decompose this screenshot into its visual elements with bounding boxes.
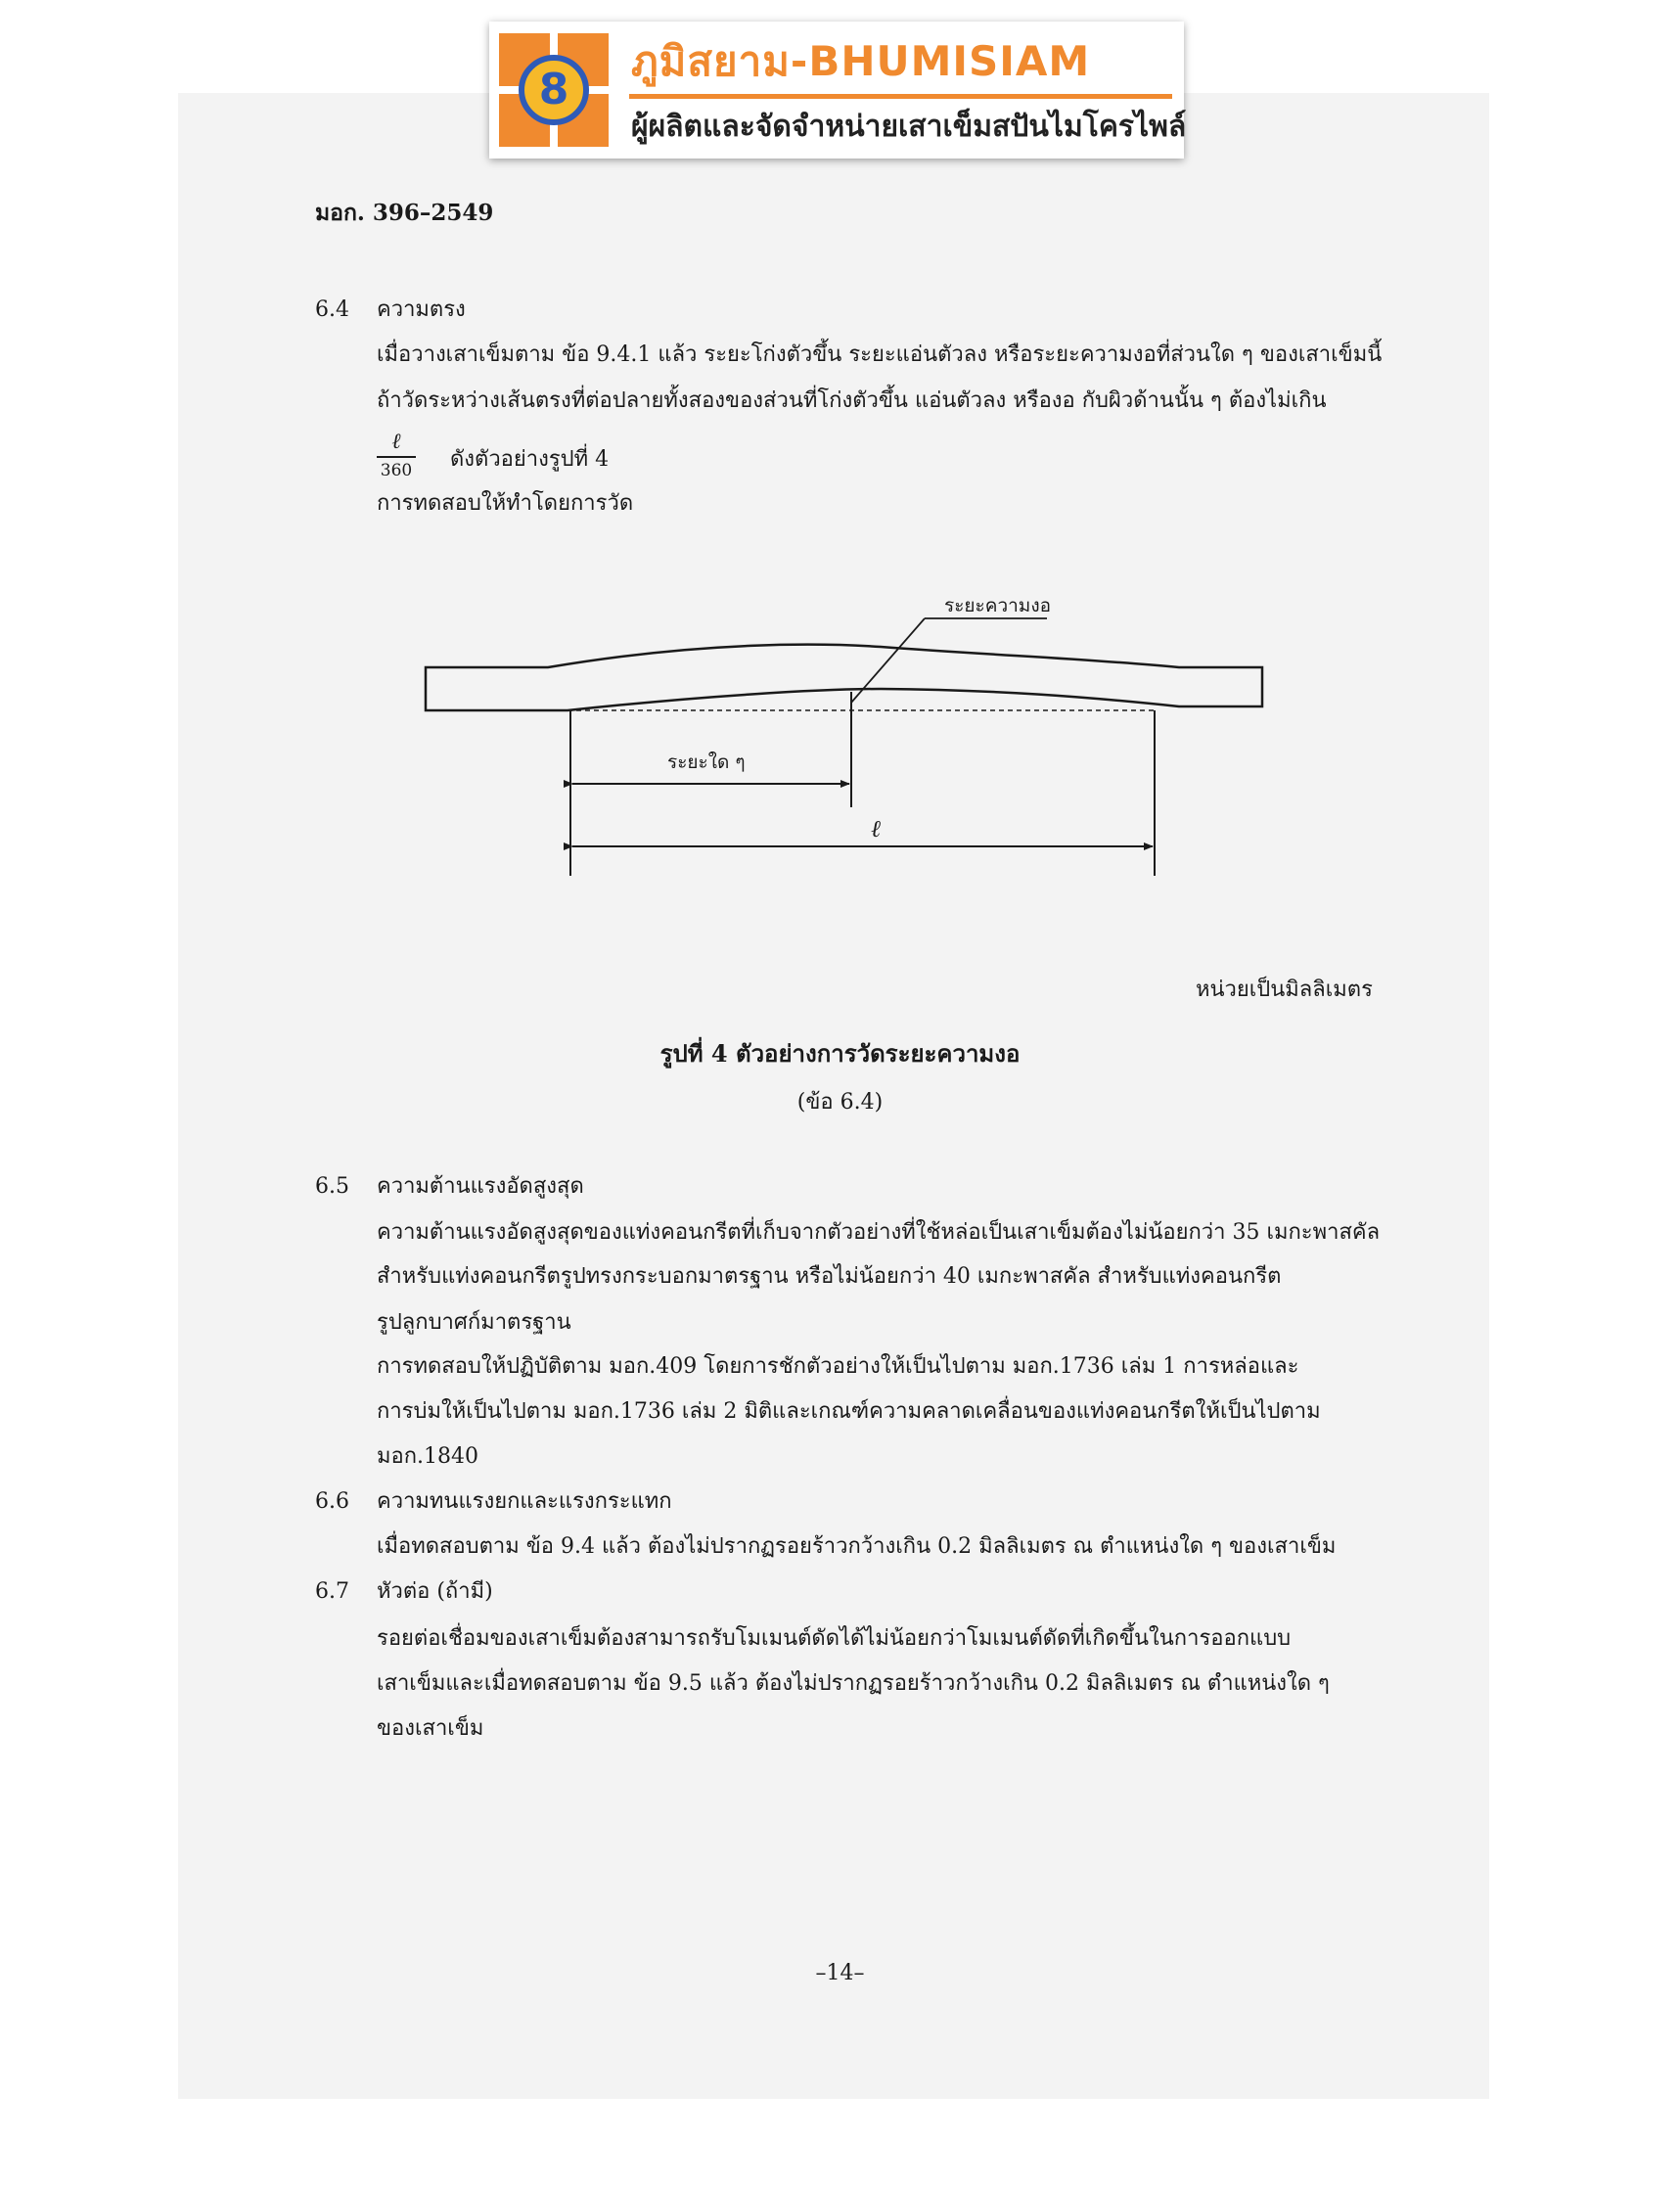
section-number-6-7: 6.7: [315, 1579, 349, 1604]
section-title-6-4: ความตรง: [377, 297, 466, 322]
section-title-6-6: ความทนแรงยกและแรงกระแทก: [377, 1489, 672, 1514]
paragraph-line: เมื่อทดสอบตาม ข้อ 9.4 แล้ว ต้องไม่ปรากฏรอยร้าวกว้างเกิน 0.2 มิลลิเมตร ณ ตำแหน่งใด ๆ ของเสาเข็ม: [377, 1534, 1337, 1559]
section-title-6-7: หัวต่อ (ถ้ามี): [377, 1579, 493, 1604]
section-number-6-4: 6.4: [315, 297, 349, 322]
section-number-6-5: 6.5: [315, 1174, 349, 1199]
paragraph-line: สำหรับแท่งคอนกรีตรูปทรงกระบอกมาตรฐาน หรือไม่น้อยกว่า 40 เมกะพาสคัล สำหรับแท่งคอนกรีต: [377, 1264, 1282, 1289]
brand-divider: [629, 94, 1172, 99]
paragraph-line: เสาเข็มและเมื่อทดสอบตาม ข้อ 9.5 แล้ว ต้องไม่ปรากฏรอยร้าวกว้างเกิน 0.2 มิลลิเมตร ณ ตำแหน่งใด ๆ: [377, 1671, 1330, 1696]
brand-title: ภูมิสยาม-BHUMISIAM: [631, 37, 1091, 85]
bend-label: ระยะความงอ: [944, 595, 1052, 616]
page-number: –14–: [815, 1961, 865, 1985]
length-label: ℓ: [871, 815, 881, 842]
paragraph-line: การทดสอบให้ปฏิบัติตาม มอก.409 โดยการชักตัวอย่างให้เป็นไปตาม มอก.1736 เล่ม 1 การหล่อและ: [377, 1354, 1299, 1379]
paragraph-line: ดังตัวอย่างรูปที่ 4: [450, 447, 610, 472]
section-number-6-6: 6.6: [315, 1489, 349, 1514]
paragraph-line: ของเสาเข็ม: [377, 1716, 484, 1741]
figure-caption-ref: (ข้อ 6.4): [796, 1090, 884, 1115]
paragraph-line: การบ่มให้เป็นไปตาม มอก.1736 เล่ม 2 มิติและเกณฑ์ความคลาดเคลื่อนของแท่งคอนกรีตให้เป็นไปตาม: [377, 1399, 1321, 1424]
pile-outline: [426, 645, 1262, 710]
paragraph-line: รอยต่อเชื่อมของเสาเข็มต้องสามารถรับโมเมนต์ดัดได้ไม่น้อยกว่าโมเมนต์ดัดที่เกิดขึ้นในการออกแบบ: [377, 1626, 1292, 1651]
logo-emblem-icon: 8: [519, 55, 589, 125]
any-distance-label: ระยะใด ๆ: [667, 751, 746, 773]
paragraph-line: ถ้าวัดระหว่างเส้นตรงที่ต่อปลายทั้งสองของส่วนที่โก่งตัวขึ้น แอ่นตัวลง หรืองอ กับผิวด้านนั้น ๆ ต้องไม่เกิน: [377, 388, 1327, 413]
paragraph-line: การทดสอบให้ทำโดยการวัด: [377, 491, 634, 516]
brand-logo: [499, 33, 609, 147]
figure-caption: รูปที่ 4 ตัวอย่างการวัดระยะความงอ: [659, 1039, 1021, 1068]
unit-note: หน่วยเป็นมิลลิเมตร: [1196, 978, 1373, 1002]
fraction-l-over-360: ℓ 360: [377, 431, 416, 481]
section-title-6-5: ความต้านแรงอัดสูงสุด: [377, 1174, 584, 1199]
paragraph-line: มอก.1840: [377, 1444, 479, 1469]
paragraph-line: รูปลูกบาศก์มาตรฐาน: [377, 1310, 571, 1335]
bend-measurement-figure: [411, 563, 1292, 886]
paragraph-line: ความต้านแรงอัดสูงสุดของแท่งคอนกรีตที่เก็บจากตัวอย่างที่ใช้หล่อเป็นเสาเข็มต้องไม่น้อยกว่า 35 เมกะพาสคัล: [377, 1220, 1381, 1245]
standard-code: มอก. 396–2549: [315, 200, 494, 226]
paragraph-line: เมื่อวางเสาเข็มตาม ข้อ 9.4.1 แล้ว ระยะโก่งตัวขึ้น ระยะแอ่นตัวลง หรือระยะความงอที่ส่วนใด ๆ ของเสาเข็มนี้: [377, 342, 1383, 367]
brand-banner: [489, 22, 1187, 159]
brand-subtitle: ผู้ผลิตและจัดจำหน่ายเสาเข็มสปันไมโครไพล์: [631, 110, 1187, 144]
